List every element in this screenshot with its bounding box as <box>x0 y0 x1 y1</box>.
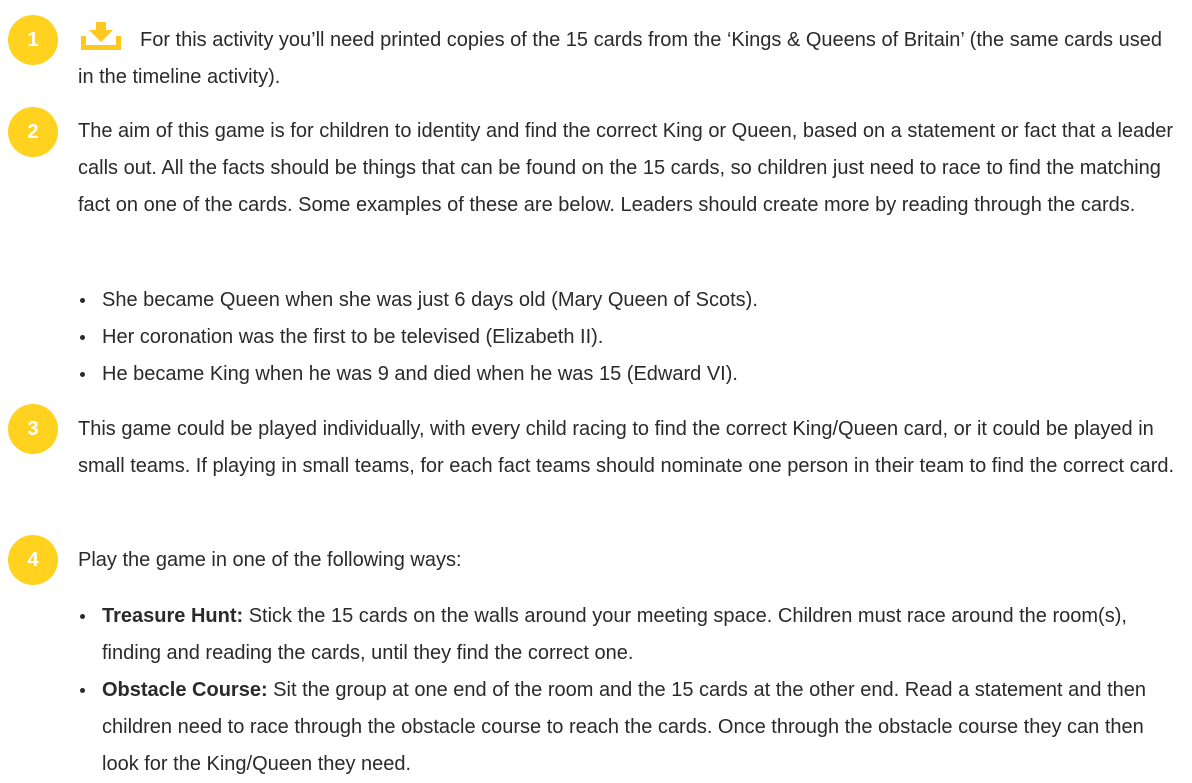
step-number-badge: 4 <box>8 535 58 585</box>
step-number-badge: 2 <box>8 107 58 157</box>
list-item <box>78 598 1178 672</box>
way-text: Sit the group at one end of the room and the 15 cards at the other end. Read a statement and then children need to race through the obstacle course to reach the cards. Once through the obstacle course they can then look for the King/Queen they need. <box>102 679 1146 775</box>
list-item <box>78 672 1178 783</box>
list-item: She became Queen when she was just 6 days old (Mary Queen of Scots). <box>78 282 1178 319</box>
step-number-badge: 3 <box>8 404 58 454</box>
step-text <box>78 22 1178 96</box>
step-2-text: The aim of this game is for children to identity and find the correct King or Queen, based on a statement or fact that a leader calls out. All the facts should be things that can be found on the 15 cards, so children just need to race to find the matching fact on one of the cards. Some examples of these are below. Leaders should create more by reading through the cards. <box>78 120 1174 216</box>
way-label: Treasure Hunt: <box>102 605 244 627</box>
list-item: Her coronation was the first to be televised (Elizabeth II). <box>78 319 1178 356</box>
ways-list <box>78 598 1178 783</box>
step-4-text: Play the game in one of the following ways: <box>78 549 462 571</box>
way-label: Obstacle Course: <box>102 679 268 701</box>
step-1-text: For this activity you’ll need printed copies of the 15 cards from the ‘Kings & Queens of Britain’ (the same cards used in the timeline activity). <box>78 29 1162 88</box>
download-icon[interactable] <box>78 22 124 50</box>
list-item: He became King when he was 9 and died when he was 15 (Edward VI). <box>78 356 1178 393</box>
step-number-badge: 1 <box>8 15 58 65</box>
way-text: Stick the 15 cards on the walls around your meeting space. Children must race around the room(s), finding and reading the cards, until they find the correct one. <box>102 605 1127 664</box>
facts-list <box>78 282 1178 393</box>
step-3-text: This game could be played individually, with every child racing to find the correct King/Queen card, or it could be played in small teams. If playing in small teams, for each fact teams should nominate one person in their team to find the correct card. <box>78 418 1175 477</box>
